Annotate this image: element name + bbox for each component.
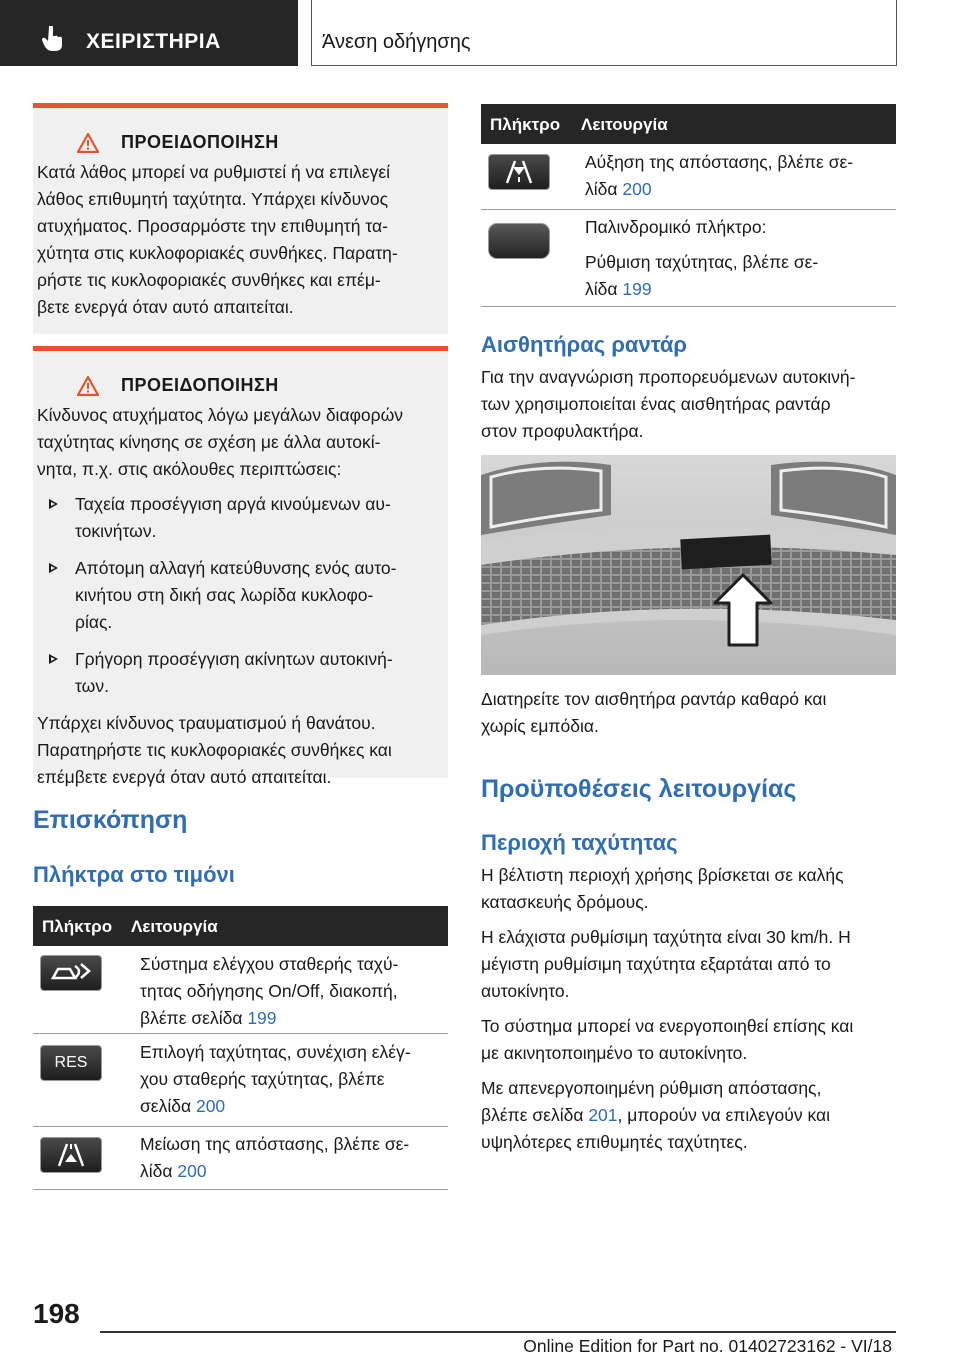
bullet-item: Απότομη αλλαγή κατεύθυνσης ενός αυτο- κινήτου στη δική σας λωρίδα κυκλοφο- ρίας. bbox=[37, 555, 434, 636]
section-heading: Επισκόπηση bbox=[33, 806, 188, 834]
warning-title: ΠΡΟΕΙΔΟΠΟΙΗΣΗ bbox=[121, 375, 279, 395]
radar-caption: Διατηρείτε τον αισθητήρα ραντάρ καθαρό και χωρίς εμπόδια. bbox=[481, 689, 827, 736]
res-label: RES bbox=[54, 1054, 88, 1071]
warning-box bbox=[33, 103, 448, 334]
text-line: Κίνδυνος ατυχήματος λόγω μεγάλων διαφορών bbox=[37, 405, 404, 425]
col-function-header: Λειτουργία bbox=[131, 917, 218, 936]
text-line: Υπάρχει κίνδυνος τραυματισμού ή θανάτου. bbox=[37, 713, 376, 733]
text-line: επέμβετε ενεργά όταν αυτό απαιτείται. bbox=[37, 767, 332, 787]
text-line: Παρατηρήστε τις κυκλοφοριακές συνθήκες και bbox=[37, 740, 392, 760]
radar-sensor-photo bbox=[481, 455, 896, 675]
table-row bbox=[33, 946, 448, 1034]
warning-text bbox=[33, 153, 448, 321]
text-line: λάθος επιθυμητή ταχύτητα. Υπάρχει κίνδυνος bbox=[37, 189, 389, 209]
bullet-item: Γρήγορη προσέγγιση ακίνητων αυτοκινή- των. bbox=[37, 646, 434, 700]
text-line: ταχύτητας κίνησης σε σχέση με άλλα αυτοκί- bbox=[37, 432, 381, 452]
page-link[interactable]: 200 bbox=[177, 1161, 207, 1181]
text-line: ατυχήματος. Προσαρμόστε την επιθυμητή τα- bbox=[37, 216, 388, 236]
text-line: βετε ενεργά όταν αυτό απαιτείται. bbox=[37, 297, 294, 317]
bullet-item: Ταχεία προσέγγιση αργά κινούμενων αυ- τοκινήτων. bbox=[37, 491, 434, 545]
text-line: χύτητα στις κυκλοφοριακές συνθήκες. Παρατη- bbox=[37, 243, 398, 263]
section-label: ΧΕΙΡΙΣΤΗΡΙΑ bbox=[86, 30, 221, 53]
bullet-list bbox=[37, 491, 434, 700]
row-description: Μείωση της απόστασης, βλέπε σε- λίδα 200 bbox=[140, 1134, 410, 1181]
warning-triangle-icon bbox=[77, 376, 99, 396]
paragraph: Με απενεργοποιημένη ρύθμιση απόστασης, βλέπε σελίδα 201, μπορούν να επιλεγούν και υψηλότερες επιθυμητές ταχύτητες. bbox=[481, 1078, 831, 1152]
table-header bbox=[33, 906, 448, 946]
col-key-header: Πλήκτρο bbox=[490, 115, 561, 134]
warning-triangle-icon bbox=[77, 133, 99, 153]
section-heading: Προϋποθέσεις λειτουργίας bbox=[481, 775, 797, 803]
cruise-control-icon bbox=[40, 955, 102, 991]
table-row bbox=[33, 1126, 448, 1190]
radar-paragraph: Για την αναγνώριση προπορευόμενων αυτοκινή- των χρησιμοποιείται ένας αισθητήρας ραντάρ στον προφυλακτήρα. bbox=[481, 367, 856, 441]
table-row bbox=[33, 1033, 448, 1127]
page-link[interactable]: 199 bbox=[247, 1008, 277, 1028]
distance-decrease-icon bbox=[40, 1137, 102, 1173]
page-number: 198 bbox=[33, 1298, 80, 1329]
row-description: Αύξηση της απόστασης, βλέπε σε- λίδα 200 bbox=[585, 152, 854, 199]
page-link[interactable]: 201 bbox=[588, 1105, 618, 1125]
row-description: Σύστημα ελέγχου σταθερής ταχύ- τητας οδήγησης On/Off, διακοπή, βλέπε σελίδα 199 bbox=[140, 954, 399, 1028]
row-description: Παλινδρομικό πλήκτρο: Ρύθμιση ταχύτητας, βλέπε σε- λίδα 199 bbox=[585, 217, 819, 299]
paragraph: Το σύστημα μπορεί να ενεργοποιηθεί επίσης και με ακινητοποιημένο το αυτοκίνητο. bbox=[481, 1016, 854, 1063]
page-link[interactable]: 199 bbox=[622, 279, 652, 299]
footer-rule bbox=[100, 1331, 896, 1333]
rocker-switch bbox=[488, 223, 550, 259]
page-link[interactable]: 200 bbox=[195, 1096, 226, 1116]
text-line: νητα, π.χ. στις ακόλουθες περιπτώσεις: bbox=[37, 459, 342, 479]
warning-box bbox=[33, 346, 448, 787]
paragraph: Η ελάχιστα ρυθμίσιμη ταχύτητα είναι 30 km/h. Η μέγιστη ρυθμίσιμη ταχύτητα εξαρτάται από το αυτοκίνητο. bbox=[481, 927, 851, 1001]
warning-title: ΠΡΟΕΙΔΟΠΟΙΗΣΗ bbox=[121, 132, 279, 152]
chapter-title: Άνεση οδήγησης bbox=[322, 31, 471, 53]
warning-text bbox=[33, 396, 448, 791]
row-description: Επιλογή ταχύτητας, συνέχιση ελέγ- χου σταθερής ταχύτητας, βλέπε σελίδα 200 bbox=[140, 1042, 411, 1116]
subsection-heading: Πλήκτρα στο τιμόνι bbox=[33, 862, 235, 887]
page-link[interactable]: 200 bbox=[622, 179, 652, 199]
table-header bbox=[481, 104, 896, 144]
hand-pointer-icon bbox=[42, 26, 64, 52]
text-line: Κατά λάθος μπορεί να ρυθμιστεί ή να επιλεγεί bbox=[37, 162, 391, 182]
edition-note: Online Edition for Part no. 01402723162 - VI/18 bbox=[523, 1336, 892, 1356]
col-key-header: Πλήκτρο bbox=[42, 917, 113, 936]
table-row bbox=[481, 144, 896, 210]
text-line: ρήστε τις κυκλοφοριακές συνθήκες και επέμ- bbox=[37, 270, 381, 290]
requirements-text bbox=[481, 862, 901, 1164]
subsection-heading: Περιοχή ταχύτητας bbox=[481, 830, 678, 855]
distance-increase-icon bbox=[488, 154, 550, 190]
paragraph: Η βέλτιστη περιοχή χρήσης βρίσκεται σε καλής κατασκευής δρόμους. bbox=[481, 865, 844, 912]
res-key bbox=[40, 1045, 102, 1081]
subsection-heading: Αισθητήρας ραντάρ bbox=[481, 332, 688, 357]
table-row bbox=[481, 209, 896, 307]
col-function-header: Λειτουργία bbox=[581, 115, 668, 134]
